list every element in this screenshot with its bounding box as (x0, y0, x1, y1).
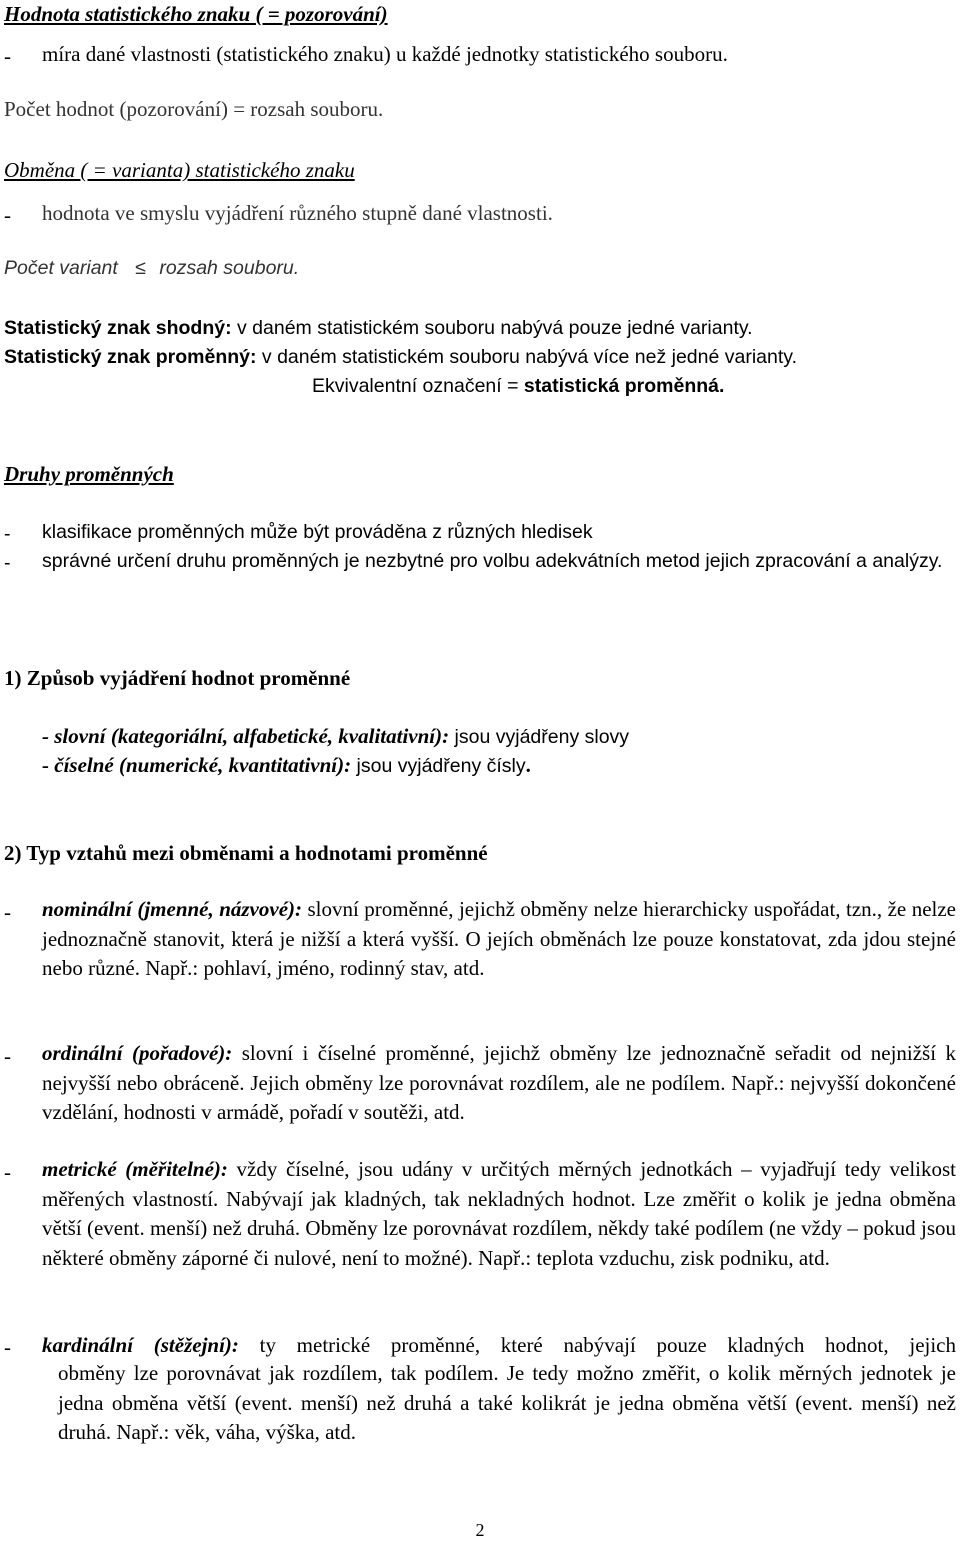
text-promenny: v daném statistickém souboru nabývá více než jedné varianty. (256, 346, 797, 368)
obmena-note-left: Počet variant (4, 257, 118, 279)
section-title-druhy: Druhy proměnných (4, 462, 174, 486)
term-ordinalni: ordinální (pořadové): (42, 1041, 233, 1065)
definition-shodny (4, 319, 753, 339)
hodnota-definition: míra dané vlastnosti (statistického znaku) u každé jednotky statistického souboru. (42, 42, 728, 66)
bullet-dash: - (4, 1044, 11, 1068)
druhy-bullet-1: klasifikace proměnných může být prováděna z různých hledisek (42, 521, 593, 543)
term-nominalni: nominální (jmenné, názvové): (42, 897, 303, 921)
section-title-hodnota: Hodnota statistického znaku ( = pozorování) (4, 2, 388, 26)
section-title-zpusob: 1) Způsob vyjádření hodnot proměnné (4, 666, 351, 690)
typ-metricke (42, 1155, 956, 1273)
bullet-dash: - (4, 203, 11, 227)
text-ordinalni: slovní i číselné proměnné, jejichž obměny lze jednoznačně seřadit od nejnižší k nejvyšší nebo obráceně. Jejich obměny lze porovnávat rozdílem, ale ne podílem. Např.: nejvyšší dokončené vzdělání, hodnosti v armádě, pořadí v soutěži, atd. (42, 1041, 957, 1124)
zpusob-ciselne (42, 755, 531, 777)
obmena-definition: hodnota ve smyslu vyjádření různého stupně dané vlastnosti. (42, 201, 553, 225)
typ-kardinalni-rest: obměny lze porovnávat jak rozdílem, tak podílem. Je tedy možno změřit, o kolik měrných jednotek je jedna obměna větší (event. menší) než druhá a také kolikrát je jedna obměna větší (event. menší) než druhá. Např.: věk, váha, výška, atd. (58, 1361, 956, 1444)
term-promenny: Statistický znak proměnný: (4, 346, 257, 368)
term-metricke: metrické (měřitelné): (42, 1157, 228, 1181)
druhy-bullet-2: správné určení druhu proměnných je nezbytné pro volbu adekvátních metod jejich zpracování a analýzy. (42, 550, 943, 572)
bullet-dash: - (4, 552, 11, 574)
bullet-dash: - (4, 44, 11, 68)
section-title-obmena: Obměna ( = varianta) statistického znaku (4, 158, 355, 182)
equiv-term: statistická proměnná. (523, 375, 725, 397)
text-kardinalni-first: ty metrické proměnné, které nabývají pouze kladných hodnot, jejich (238, 1333, 957, 1357)
obmena-note (4, 259, 299, 279)
hodnota-note: Počet hodnot (pozorování) = rozsah souboru. (4, 97, 384, 121)
bullet-dash: - (4, 1160, 11, 1184)
typ-ordinalni (42, 1039, 956, 1128)
term-shodny: Statistický znak shodný: (4, 317, 232, 339)
bullet-dash: - (4, 900, 11, 924)
bullet-dash: - (4, 1335, 11, 1359)
equivalent-name (312, 377, 724, 397)
definition-promenny (4, 348, 797, 368)
text-slovni: jsou vyjádřeny slovy (449, 726, 630, 748)
typ-nominalni (42, 895, 956, 984)
page-number: 2 (475, 1520, 485, 1540)
section-title-typ: 2) Typ vztahů mezi obměnami a hodnotami proměnné (4, 841, 488, 865)
obmena-note-right: rozsah souboru. (159, 257, 300, 279)
zpusob-slovni (42, 726, 629, 748)
term-kardinalni: kardinální (stěžejní): (42, 1333, 239, 1357)
text-ciselne: jsou vyjádřeny čísly (351, 755, 526, 777)
text-nominalni: slovní proměnné, jejichž obměny nelze hierarchicky uspořádat, tzn., že nelze jednoznačně stanovit, která je nižší a která vyšší. O jejích obměnách lze pouze konstatovat, zda jdou stejné nebo různé. Např.: pohlaví, jméno, rodinný stav, atd. (42, 897, 957, 980)
typ-kardinalni-first-line (42, 1335, 956, 1356)
text-ciselne-end: . (525, 753, 531, 777)
text-metricke: vždy číselné, jsou udány v určitých měrných jednotkách – vyjadřují tedy velikost měřených vlastností. Nabývají jak kladných, tak nekladných hodnot. Lze změřit o kolik je jedna obměna větší (event. menší) než druhá. Obměny lze porovnávat rozdílem, někdy také podílem (ne vždy – pokud jsou některé obměny záporné či nulové, není to možné). Např.: teplota vzduchu, zisk podniku, atd. (42, 1157, 956, 1270)
term-slovni: - slovní (kategoriální, alfabetické, kvalitativní): (42, 724, 450, 748)
less-equal-symbol: ≤ (135, 257, 146, 279)
term-ciselne: - číselné (numerické, kvantitativní): (42, 753, 352, 777)
bullet-dash: - (4, 523, 11, 545)
text-shodny: v daném statistickém souboru nabývá pouze jedné varianty. (231, 317, 753, 339)
equiv-text: Ekvivalentní označení = (312, 375, 524, 397)
